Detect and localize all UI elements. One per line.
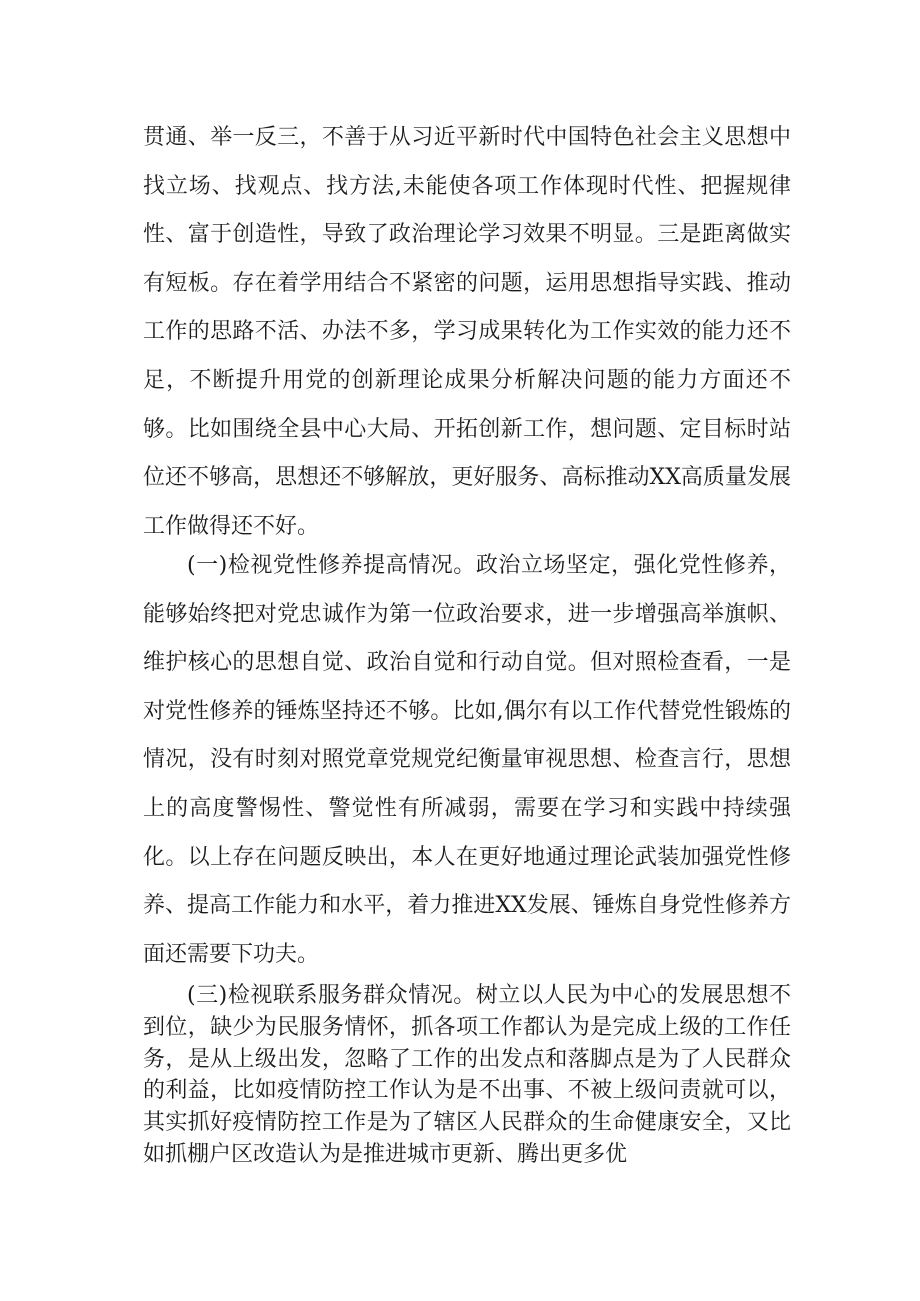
paragraph-party-spirit: (一)检视党性修养提高情况。政治立场坚定，强化党性修养，能够始终把对党忠诚作为第一位政治要求，进一步增强高举旗帜、维护核心的思想自觉、政治自觉和行动自觉。但对照检查看，一是对党性修养的锤炼坚持还不够。比如,偶尔有以工作代替党性锻炼的情况，没有时刻对照党章党规党纪衡量审视思想、检查言行，思想上的高度警惕性、警觉性有所减弱，需要在学习和实践中持续强化。以上存在问题反映出，本人在更好地通过理论武装加强党性修养、提高工作能力和水平，着力推进XX发展、锤炼自身党性修养方面还需要下功夫。: [143, 553, 791, 967]
paragraph-serving-masses: (三)检视联系服务群众情况。树立以人民为中心的发展思想不到位，缺少为民服务情怀，抓各项工作都认为是完成上级的工作任务，是从上级出发，忽略了工作的出发点和落脚点是为了人民群众的利益，比如疫情防控工作认为是不出事、不被上级问责就可以，其实抓好疫情防控工作是为了辖区人民群众的生命健康安全，又比如抓棚户区改造认为是推进城市更新、腾出更多优: [143, 983, 791, 1167]
paragraph-continuation: 贯通、举一反三，不善于从习近平新时代中国特色社会主义思想中找立场、找观点、找方法,未能使各项工作体现时代性、把握规律性、富于创造性，导致了政治理论学习效果不明显。三是距离做实有短板。存在着学用结合不紧密的问题，运用思想指导实践、推动工作的思路不活、办法不多，学习成果转化为工作实效的能力还不足，不断提升用党的创新理论成果分析解决问题的能力方面还不够。比如围绕全县中心大局、开拓创新工作，想问题、定目标时站位还不够高，思想还不够解放，更好服务、高标推动XX高质量发展工作做得还不好。: [143, 125, 791, 539]
